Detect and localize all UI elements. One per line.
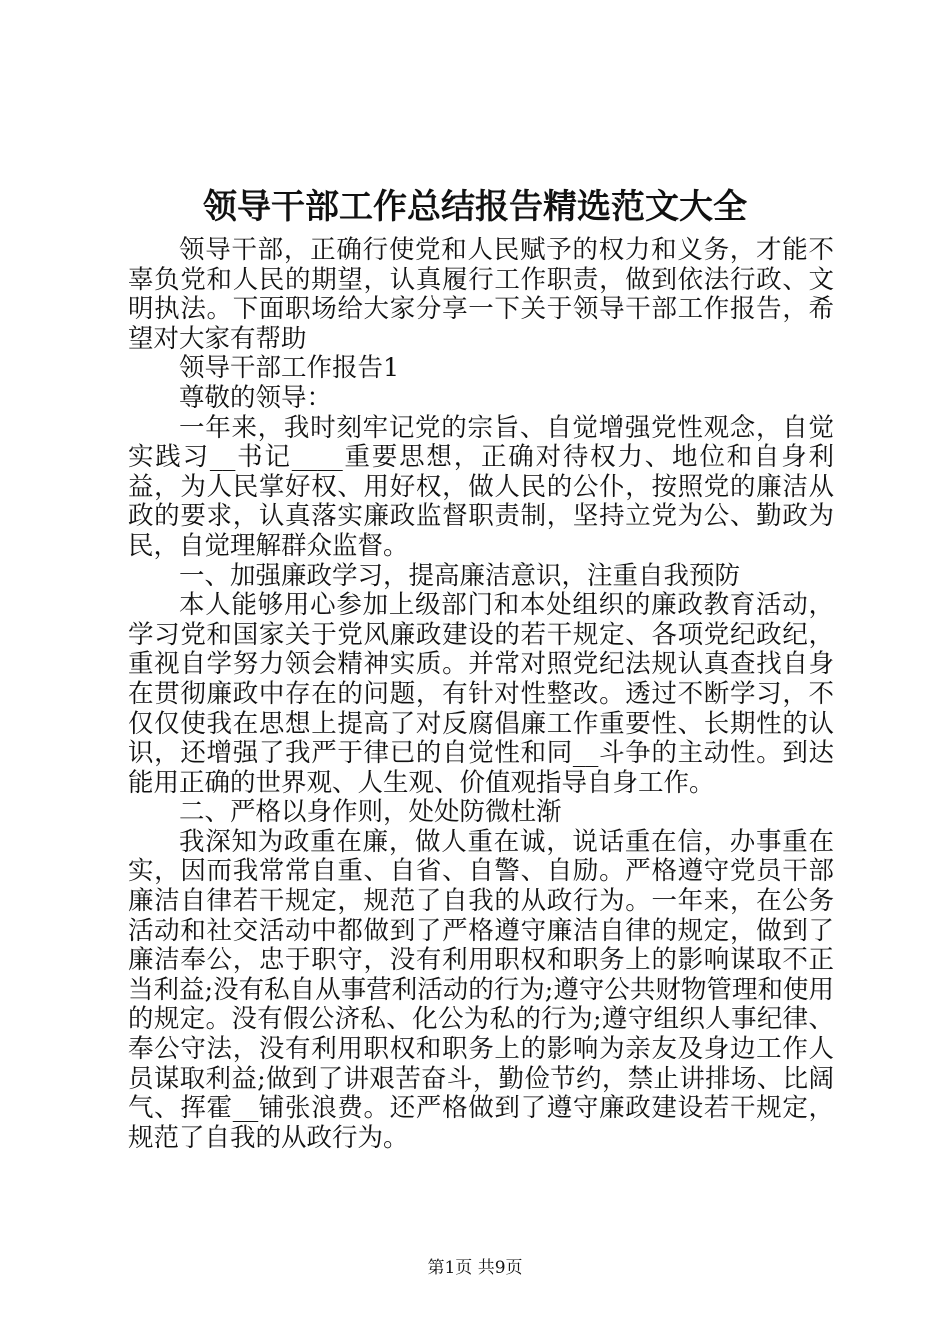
paragraph-overview: 一年来，我时刻牢记党的宗旨、自觉增强党性观念，自觉实践习__书记____重要思想，正确对待权力、地位和自身利益，为人民掌好权、用好权，做人民的公仆，按照党的廉洁从政的要求，认真落实廉政监督职责制，坚持立党为公、勤政为民，自觉理解群众监督。 [128,412,834,561]
paragraph-section-2: 我深知为政重在廉，做人重在诚，说话重在信，办事重在实，因而我常常自重、自省、自警、自励。严格遵守党员干部廉洁自律若干规定，规范了自我的从政行为。一年来，在公务活动和社交活动中都做到了严格遵守廉洁自律的规定，做到了廉洁奉公，忠于职守，没有利用职权和职务上的影响谋取不正当利益;没有私自从事营利活动的行为;遵守公共财物管理和使用的规定。没有假公济私、化公为私的行为;遵守组织人事纪律、奉公守法，没有利用职权和职务上的影响为亲友及身边工作人员谋取利益;做到了讲艰苦奋斗，勤俭节约，禁止讲排场、比阔气、挥霍__铺张浪费。还严格做到了遵守廉政建设若干规定，规范了自我的从政行为。 [128,826,834,1153]
paragraph-intro: 领导干部，正确行使党和人民赋予的权力和义务，才能不辜负党和人民的期望，认真履行工作职责，做到依法行政、文明执法。下面职场给大家分享一下关于领导干部工作报告，希望对大家有帮助 [128,235,834,354]
page-number-footer: 第1页 共9页 [427,1258,523,1278]
paragraph-report-heading: 领导干部工作报告1 [179,353,400,384]
section-heading-1: 一、加强廉政学习，提高廉洁意识，注重自我预防 [179,560,741,591]
document-body [128,236,834,1153]
section-heading-2: 二、严格以身作则，处处防微杜渐 [179,797,562,828]
document-title: 领导干部工作总结报告精选范文大全 [203,187,747,227]
paragraph-salutation: 尊敬的领导： [179,382,333,413]
paragraph-section-1: 本人能够用心参加上级部门和本处组织的廉政教育活动，学习党和国家关于党风廉政建设的若干规定、各项党纪政纪，重视自学努力领会精神实质。并常对照党纪法规认真查找自身在贯彻廉政中存在的问题，有针对性整改。透过不断学习，不仅仅使我在思想上提高了对反腐倡廉工作重要性、长期性的认识，还增强了我严于律已的自觉性和同__斗争的主动性。到达能用正确的世界观、人生观、价值观指导自身工作。 [128,590,834,798]
